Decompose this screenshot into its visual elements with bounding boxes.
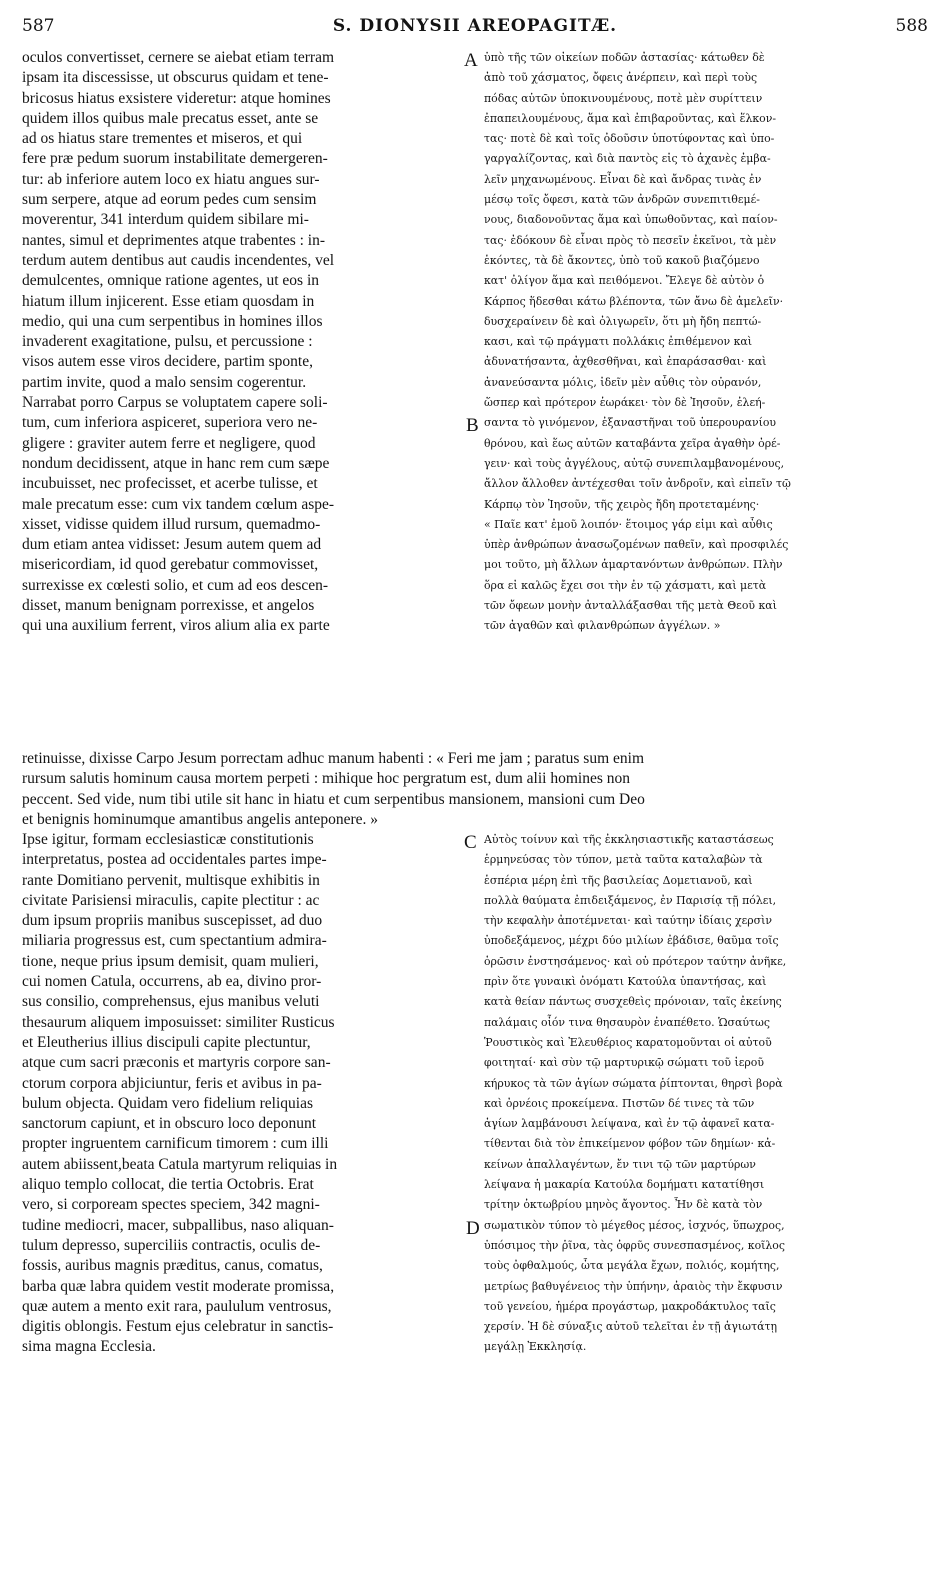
page-number-left: 587 <box>22 16 55 36</box>
section-marker-a: A <box>464 50 478 71</box>
latin-full-width-paragraph: retinuisse, dixisse Carpo Jesum porrectam adhuc manum habenti : « Feri me jam ; paratus sum enim rursum salutis hominum causa mortem perpeti : mihique hoc pergratum est, dum alii homines non peccent. Sed vide, num tibi utile sit hanc in hiatu et cum serpentibus mansionem, mansioni cum Deo et benignis hominumque amantibus angelis anteponere. » <box>22 750 645 828</box>
section-marker-b: B <box>466 415 479 436</box>
section-marker-d: D <box>466 1218 480 1239</box>
section-marker-c: C <box>464 832 477 853</box>
running-title: S. DIONYSII AREOPAGITÆ. <box>332 16 618 36</box>
greek-column-1: ὑπὸ τῆς τῶν οἰκείων ποδῶν ἀστασίας· κάτωθεν δὲ ἀπὸ τοῦ χάσματος, ὄφεις ἀνέρπειν, καὶ περὶ τοὺς πόδας αὐτῶν ὑποκινουμένους, ποτὲ μὲν συρίττειν ἐπαπειλουμένους, ἅμα καὶ ἐπιβαροῦντας, καὶ ἕλκον- τας· ποτὲ δὲ καὶ τοῖς ὀδοῦσιν ὑποτύφοντας καὶ ὑπο- γαργαλίζοντας, καὶ διὰ παντὸς εἰς τὸ ἀχανὲς ἐμβα- λεῖν μηχανωμένους. Εἶναι δὲ καὶ ἄνδρας τινὰς ἐν μέσῳ τοῖς ὄφεσι, κατὰ τῶν ἀνδρῶν συνεπιτιθεμέ- νους, διαδονοῦντας ἅμα καὶ ὑπωθοῦντας, καὶ παίον- τας· ἐδόκουν δὲ εἶναι πρὸς τὸ πεσεῖν ἐκεῖνοι, τὰ μὲν ἑκόντες, τὰ δὲ ἄκοντες, ὑπὸ τοῦ κακοῦ βιαζόμενο κατ' ὀλίγον ἅμα καὶ πειθόμενοι. Ἔλεγε δὲ αὐτὸν ὁ Κάρπος ἥδεσθαι κάτω βλέποντα, τῶν ἄνω δὲ ἀμελεῖν· δυσχεραίνειν δὲ καὶ ὀλιγωρεῖν, ὅτι μὴ ἤδη πεπτώ- κασι, καὶ τῷ πράγματι πολλάκις ἐπιθέμενον καὶ ἀδυνατήσαντα, ἀχθεσθῆναι, καὶ ἐπαράσασθαι· καὶ ἀνανεύσαντα μόλις, ἰδεῖν μὲν αὖθις τὸν οὐρανόν, ὥσπερ καὶ πρότερον ἑωράκει· τὸν δὲ Ἰησοῦν, ἐλεή- σαντα τὸ γινόμενον, ἐξαναστῆναι τοῦ ὑπερουρανίου θρόνου, καὶ ἕως αὐτῶν καταβάντα χεῖρα ἀγαθὴν ὀρέ- γειν· καὶ τοὺς ἀγγέλους, αὐτῷ συνεπιλαμβανομένους, ἄλλον ἄλλοθεν ἀντέχεσθαι τοῖν ἀνδροῖν, καὶ εἰπεῖν τῷ Κάρπῳ τὸν Ἰησοῦν, τῆς χειρὸς ἤδη προτεταμένης· « Παῖε κατ' ἐμοῦ λοιπόν· ἕτοιμος γάρ εἰμι καὶ αὖθις ὑπὲρ ἀνθρώπων ἀνασωζομένων παθεῖν, καὶ προσφιλές μοι τοῦτο, μὴ ἄλλων ἁμαρτανόντων ἀνθρώπων. Πλὴν ὅρα εἰ καλῶς ἔχει σοι τὴν ἐν τῷ χάσματι, καὶ μετὰ τῶν ὄφεων μονὴν ἀνταλλάξασθαι τῆς μετὰ Θεοῦ καὶ τῶν ἀγαθῶν καὶ φιλανθρώπων ἀγγέλων. » <box>484 51 791 633</box>
page-header <box>22 16 928 44</box>
greek-column-2: Αὐτὸς τοίνυν καὶ τῆς ἐκκλησιαστικῆς καταστάσεως ἑρμηνεύσας τὸν τύπον, μετὰ ταῦτα καταλαβὼν τὰ ἑσπέρια μέρη ἐπὶ τῆς βασιλείας Δομετιανοῦ, καὶ πολλὰ θαύματα ἐπιδειξάμενος, ἐν Παρισίᾳ τῇ πόλει, τὴν κεφαλὴν ἀποτέμνεται· καὶ ταύτην ἰδίαις χερσὶν ὑποδεξάμενος, μέχρι δύο μιλίων ἐβάδισε, θαῦμα τοῖς ὁρῶσιν ἐνστησάμενος· καὶ οὐ πρότερον ταύτην ἀνῆκε, πρὶν ὅτε γυναικὶ ὀνόματι Κατούλα ὑπαντήσας, καὶ κατὰ θείαν πάντως συσχεθεὶς πρόνοιαν, ταῖς ἐκείνης παλάμαις οἷόν τινα θησαυρὸν ἐναπέθετο. Ὡσαύτως Ῥουστικὸς καὶ Ἐλευθέριος καρατομοῦνται οἱ αὐτοῦ φοιτηταί· καὶ σὺν τῷ μαρτυρικῷ σώματι τοῦ ἱεροῦ κήρυκος τὰ τῶν ἁγίων σώματα ῥίπτονται, θηρσὶ βορὰ καὶ ὀρνέοις προκείμενα. Πιστῶν δέ τινες τὰ τῶν ἁγίων λαμβάνουσι λείψανα, καὶ ἐν τῷ ἀφανεῖ κατα- τίθενται διὰ τὸν ἐπικείμενον φόβον τῶν δημίων· κἀ- κείνων ἀπαλλαγέντων, ἔν τινι τῷ τῶν μαρτύρων λείψανα ἡ μακαρία Κατούλα δομήματι κατατίθησι τρίτην ὀκτωβρίου μηνὸς ἄγοντος. Ἦν δὲ κατὰ τὸν σωματικὸν τύπον τὸ μέγεθος μέσος, ἰσχνός, ὕπωχρος, ὑπόσιμος τὴν ῥῖνα, τὰς ὀφρῦς συνεσπασμένος, κοῖλος τοὺς ὀφθαλμούς, ὦτα μεγάλα ἔχων, πολιός, κομήτης, μετρίως βαθυγένειος τὴν ὑπήνην, ἀραιὸς τὴν ἔκφυσιν τοῦ γενείου, ἡμέρα προγάστωρ, μακροδάκτυλος ταῖς χερσίν. Ἡ δὲ σύναξις αὐτοῦ τελεῖται ἐν τῇ ἁγιωτάτῃ μεγάλῃ Ἐκκλησίᾳ. <box>484 833 787 1354</box>
page-number-right: 588 <box>895 16 928 36</box>
latin-column-1: oculos convertisset, cernere se aiebat etiam terram ipsam ita discessisse, ut obscurus quidam et tene- bricosus hiatus exsistere videretur: atque homines quidem illos quibus male precatus esset, ante se ad os hiatus stare trementes et miseros, et qui fere præ pedum suorum instabilitate demergeren- tur: ab inferiore autem loco ex hiatu angues sur- sum serpere, atque ad eorum pedes cum sensim moverentur, 341 interdum quidem sibilare mi- nantes, simul et deprimentes atque trabentes : in- terdum autem dentibus aut caudis incendentes, vel demulcentes, omnique ratione agentes, ut eos in hiatum illum injicerent. Esse etiam quosdam in medio, qui una cum serpentibus in homines illos invaderent exagitatione, pulsu, et percussione : visos autem esse viros decidere, partim sponte, partim invite, quod a malo sensim cogerentur. Narrabat porro Carpus se voluptatem capere soli- tum, cum inferiora aspiceret, superiora vero ne- gligere : graviter autem ferre et negligere, quod nondum decidissent, atque in hanc rem cum sæpe incubuisset, nec profecisset, et acerbe tulisse, et male precatum esse: cum vix tandem cœlum aspe- xisset, vidisse quidem illud rursum, quemadmo- dum etiam antea vidisset: Jesum autem quem ad misericordiam, id quod gerebatur commovisset, surrexisse ex cœlesti solio, et cum ad eos descen- disset, manum benignam porrexisse, et angelos qui una auxilium ferrent, viros alium alia ex parte <box>22 49 335 635</box>
latin-column-2: Ipse igitur, formam ecclesiasticæ constitutionis interpretatus, postea ad occidentales partes impe- rante Domitiano pervenit, multisque exhibitis in civitate Parisiensi miraculis, capite plectitur : ac dum ipsum propriis manibus suscepisset, ad duo miliaria progressus est, cum spectantium admira- tione, neque prius ipsum demisit, quam mulieri, cui nomen Catula, occurrens, ab ea, divino pror- sus consilio, comprehensus, ejus manibus veluti thesaurum aliquem imposuisset: similiter Rusticus et Eleutherius illius discipuli capite plectuntur, atque cum sacri præconis et martyris corpore san- ctorum corpora abjiciuntur, feris et avibus in pa- bulum objecta. Quidam vero fidelium reliquias sanctorum capiunt, et in obscuro loco deponunt propter ingruentem carnificum timorem : cum illi autem abiissent,beata Catula martyrum reliquias in aliquo templo collocat, die tertia Octobris. Erat vero, si corpoream spectes speciem, 342 magni- tudine mediocri, macer, subpallibus, naso aliquan- tulum depresso, superciliis contractis, oculis de- fossis, auribus magnis præditus, canus, comatus, barba quæ labra quidem vestit moderate promissa, quæ autem a mento exit rara, paululum ventrosus, digitis oblongis. Festum ejus celebratur in sanctis- sima magna Ecclesia. <box>22 831 338 1356</box>
